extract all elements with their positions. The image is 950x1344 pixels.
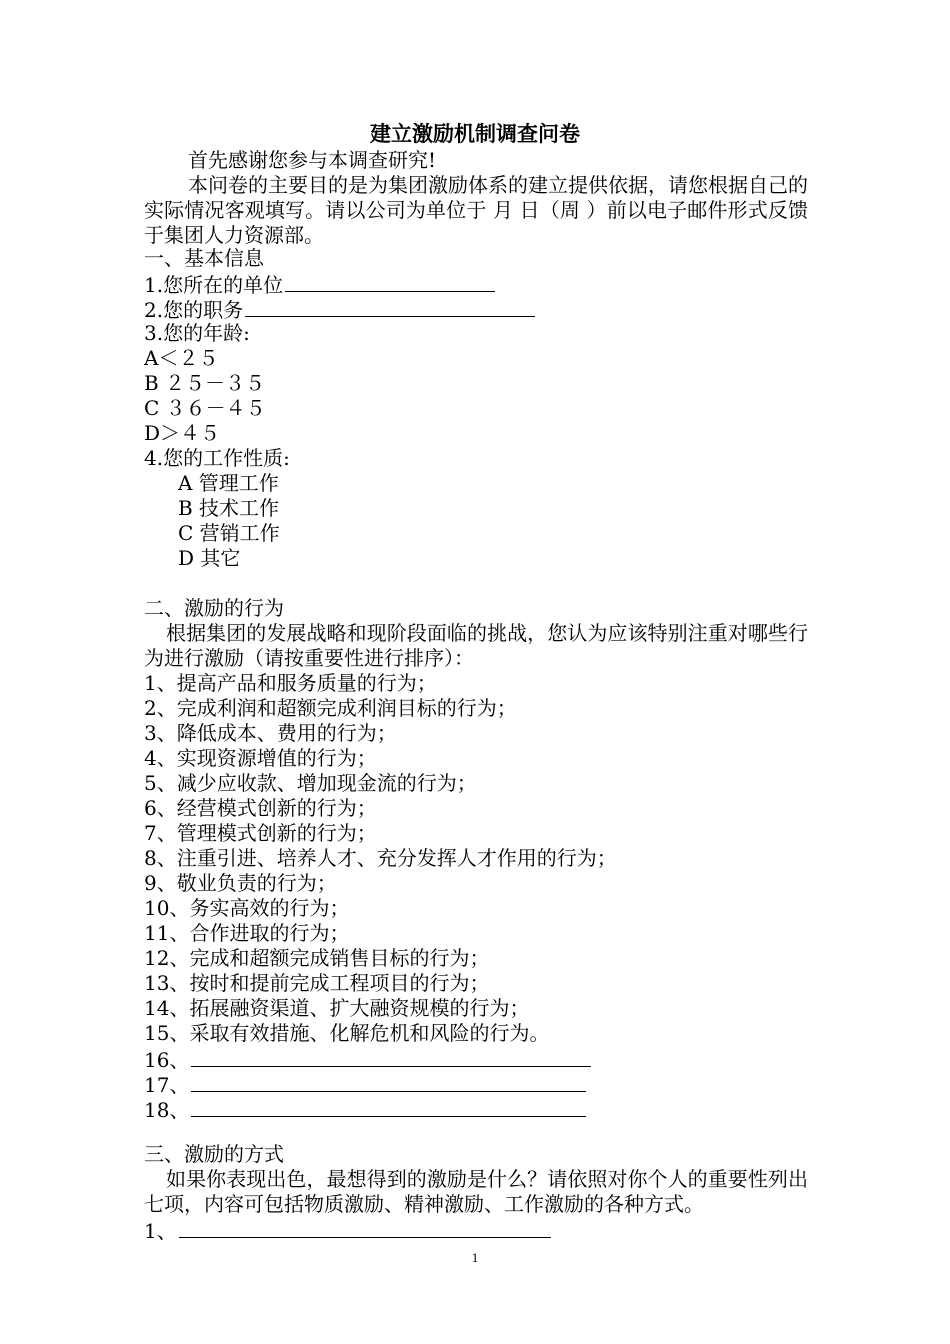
age-option[interactable]: A＜２５ bbox=[144, 346, 219, 370]
blank-answer-line[interactable] bbox=[191, 1046, 591, 1067]
question-age: 3.您的年龄: bbox=[144, 321, 250, 345]
intro bbox=[144, 148, 808, 248]
blank-item-number: 1、 bbox=[144, 1219, 177, 1243]
behavior-item: 13、按时和提前完成工程项目的行为； bbox=[144, 971, 490, 995]
section3-heading: 三、激励的方式 bbox=[144, 1142, 284, 1166]
blank-item bbox=[144, 1046, 808, 1071]
blank-answer-line[interactable] bbox=[191, 1096, 586, 1117]
blank-item bbox=[144, 1071, 808, 1096]
age-option[interactable]: C ３６－４５ bbox=[144, 396, 266, 420]
age-option[interactable]: B ２５－３５ bbox=[144, 371, 266, 395]
section-incentive-behavior bbox=[144, 596, 808, 1121]
behavior-item: 3、降低成本、费用的行为； bbox=[144, 721, 397, 745]
blank-item-number: 18、 bbox=[144, 1098, 190, 1122]
section1-heading: 一、基本信息 bbox=[144, 246, 264, 270]
intro-thanks: 首先感谢您参与本调查研究! bbox=[188, 148, 437, 172]
section-basic-info bbox=[144, 246, 808, 571]
work-option[interactable]: C 营销工作 bbox=[178, 521, 280, 545]
question-position-label: 2.您的职务 bbox=[144, 298, 244, 322]
behavior-item: 11、合作进取的行为； bbox=[144, 921, 350, 945]
blank-answer-line[interactable] bbox=[179, 1217, 551, 1238]
behavior-item: 8、注重引进、培养人才、充分发挥人才作用的行为； bbox=[144, 846, 617, 870]
question-work-nature: 4.您的工作性质: bbox=[144, 446, 290, 470]
blank-answer-line[interactable] bbox=[191, 1071, 586, 1092]
behavior-item: 14、拓展融资渠道、扩大融资规模的行为； bbox=[144, 996, 530, 1020]
work-option[interactable]: A 管理工作 bbox=[178, 471, 279, 495]
behavior-item: 2、完成利润和超额完成利润目标的行为； bbox=[144, 696, 517, 720]
intro-purpose: 本问卷的主要目的是为集团激励体系的建立提供依据，请您根据自己的实际情况客观填写。请以公司为单位于 月 日（周 ）前以电子邮件形式反馈于集团人力资源部。 bbox=[144, 173, 808, 247]
work-option[interactable]: B 技术工作 bbox=[178, 496, 280, 520]
behavior-item: 4、实现资源增值的行为； bbox=[144, 746, 377, 770]
method-blank-item bbox=[144, 1217, 808, 1242]
behavior-item: 10、务实高效的行为； bbox=[144, 896, 350, 920]
work-option[interactable]: D 其它 bbox=[178, 546, 241, 570]
age-option[interactable]: D＞４５ bbox=[144, 421, 221, 445]
behavior-item: 5、减少应收款、增加现金流的行为； bbox=[144, 771, 477, 795]
blank-item bbox=[144, 1096, 808, 1121]
section2-question: 根据集团的发展战略和现阶段面临的挑战，您认为应该特别注重对哪些行为进行激励（请按重要性进行排序）： bbox=[144, 621, 808, 670]
question-unit-label: 1.您所在的单位 bbox=[144, 273, 284, 297]
behavior-item: 7、管理模式创新的行为； bbox=[144, 821, 377, 845]
blank-item-number: 17、 bbox=[144, 1073, 190, 1097]
position-answer-blank[interactable] bbox=[245, 296, 535, 317]
page-number: 1 bbox=[471, 1250, 479, 1265]
unit-answer-blank[interactable] bbox=[285, 271, 495, 292]
question-unit bbox=[144, 271, 808, 296]
behavior-item: 9、敬业负责的行为； bbox=[144, 871, 337, 895]
behavior-item: 1、提高产品和服务质量的行为； bbox=[144, 671, 437, 695]
section2-heading: 二、激励的行为 bbox=[144, 596, 284, 620]
behavior-item: 6、经营模式创新的行为； bbox=[144, 796, 377, 820]
blank-item-number: 16、 bbox=[144, 1048, 190, 1072]
question-position bbox=[144, 296, 808, 321]
behavior-item: 15、采取有效措施、化解危机和风险的行为。 bbox=[144, 1021, 550, 1045]
section-incentive-method bbox=[144, 1142, 808, 1242]
behavior-item: 12、完成和超额完成销售目标的行为； bbox=[144, 946, 490, 970]
page-title: 建立激励机制调查问卷 bbox=[370, 121, 580, 146]
section3-question: 如果你表现出色，最想得到的激励是什么？请依照对你个人的重要性列出七项，内容可包括物质激励、精神激励、工作激励的各种方式。 bbox=[144, 1167, 808, 1216]
